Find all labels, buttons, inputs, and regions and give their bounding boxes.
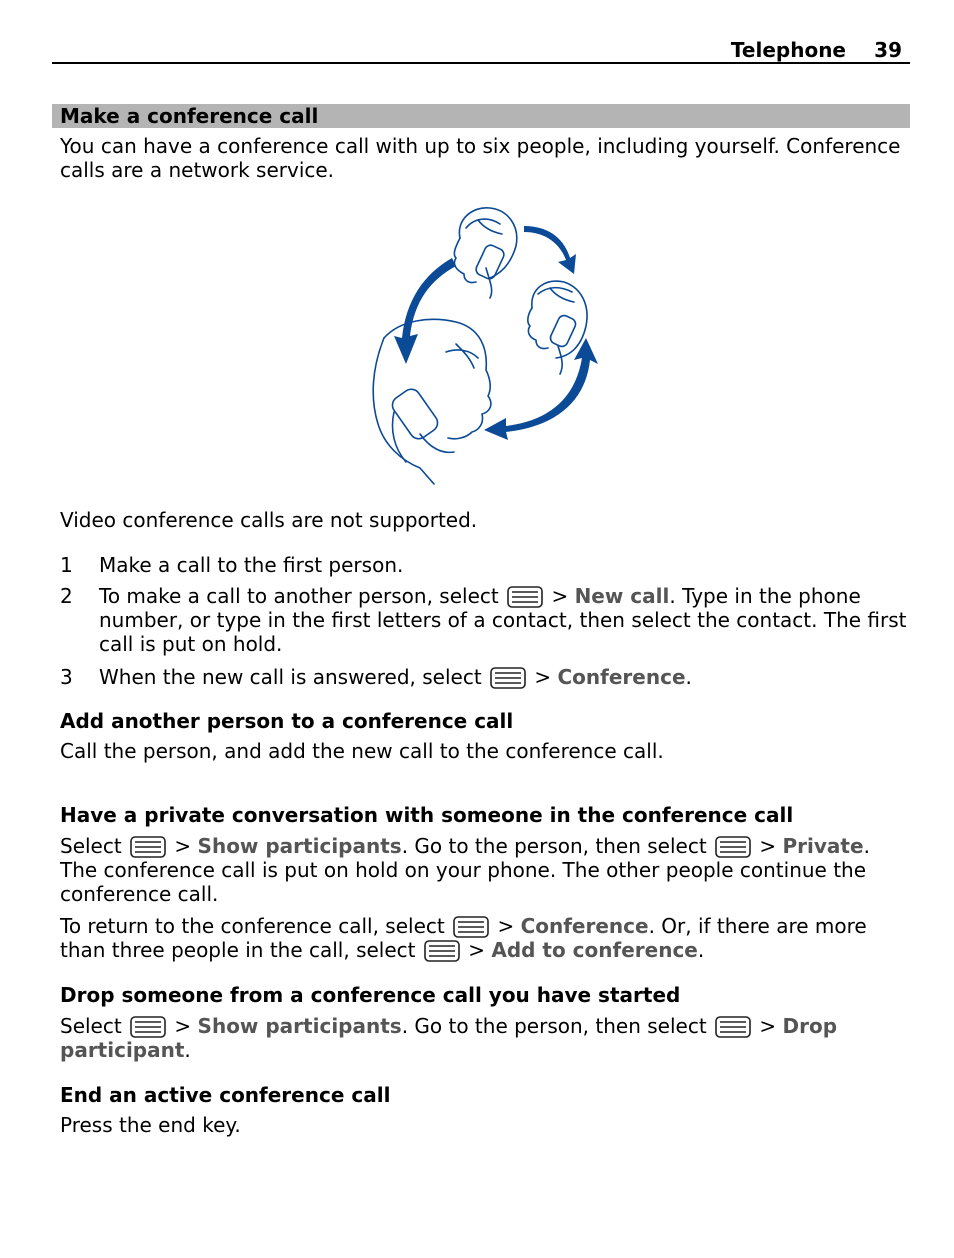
intro-paragraph: You can have a conference call with up to six people, including yourself. Conference calls are a network service. xyxy=(60,134,901,182)
ui-label: Drop participant xyxy=(60,1014,838,1062)
chapter-title: Telephone xyxy=(730,38,846,62)
drop-heading: Drop someone from a conference call you have started xyxy=(60,983,681,1007)
menu-icon xyxy=(715,1016,751,1038)
menu-icon xyxy=(715,836,751,858)
step-number: 2 xyxy=(60,584,73,608)
menu-icon xyxy=(507,586,543,608)
private-heading: Have a private conversation with someone in the conference call xyxy=(60,803,794,827)
add-heading: Add another person to a conference call xyxy=(60,709,514,733)
ui-label: Private xyxy=(782,834,864,858)
ui-label: Conference xyxy=(557,665,686,689)
step-text: To make a call to another person, select > New call. Type in the phone number, or type in the first letters of a contact, then select the contact. The first call is put on hold. xyxy=(99,584,907,656)
ui-label: Show participants xyxy=(197,834,402,858)
step-number: 3 xyxy=(60,665,73,689)
ui-label: Add to conference xyxy=(491,938,698,962)
private-paragraph-2: To return to the conference call, select > Conference. Or, if there are more than three people in the call, select > Add to conference. xyxy=(60,914,867,962)
conference-call-illustration xyxy=(360,198,600,490)
note-paragraph: Video conference calls are not supported. xyxy=(60,508,478,532)
menu-icon xyxy=(424,940,460,962)
add-paragraph: Call the person, and add the new call to the conference call. xyxy=(60,739,664,763)
menu-icon xyxy=(453,916,489,938)
step-number: 1 xyxy=(60,553,73,577)
ui-label: New call xyxy=(574,584,670,608)
page-header xyxy=(52,34,910,64)
end-heading: End an active conference call xyxy=(60,1083,391,1107)
menu-icon xyxy=(130,1016,166,1038)
step-text: Make a call to the first person. xyxy=(99,553,404,577)
page-number: 39 xyxy=(874,38,902,62)
end-paragraph: Press the end key. xyxy=(60,1113,241,1137)
ui-label: Conference xyxy=(520,914,649,938)
drop-paragraph: Select > Show participants. Go to the person, then select > Drop participant. xyxy=(60,1014,838,1062)
section-title: Make a conference call xyxy=(52,104,910,128)
menu-icon xyxy=(490,667,526,689)
ui-label: Show participants xyxy=(197,1014,402,1038)
step-text: When the new call is answered, select > Conference. xyxy=(99,665,692,689)
private-paragraph-1: Select > Show participants. Go to the person, then select > Private. The conference call is put on hold on your phone. The other people continue the conference call. xyxy=(60,834,870,906)
menu-icon xyxy=(130,836,166,858)
